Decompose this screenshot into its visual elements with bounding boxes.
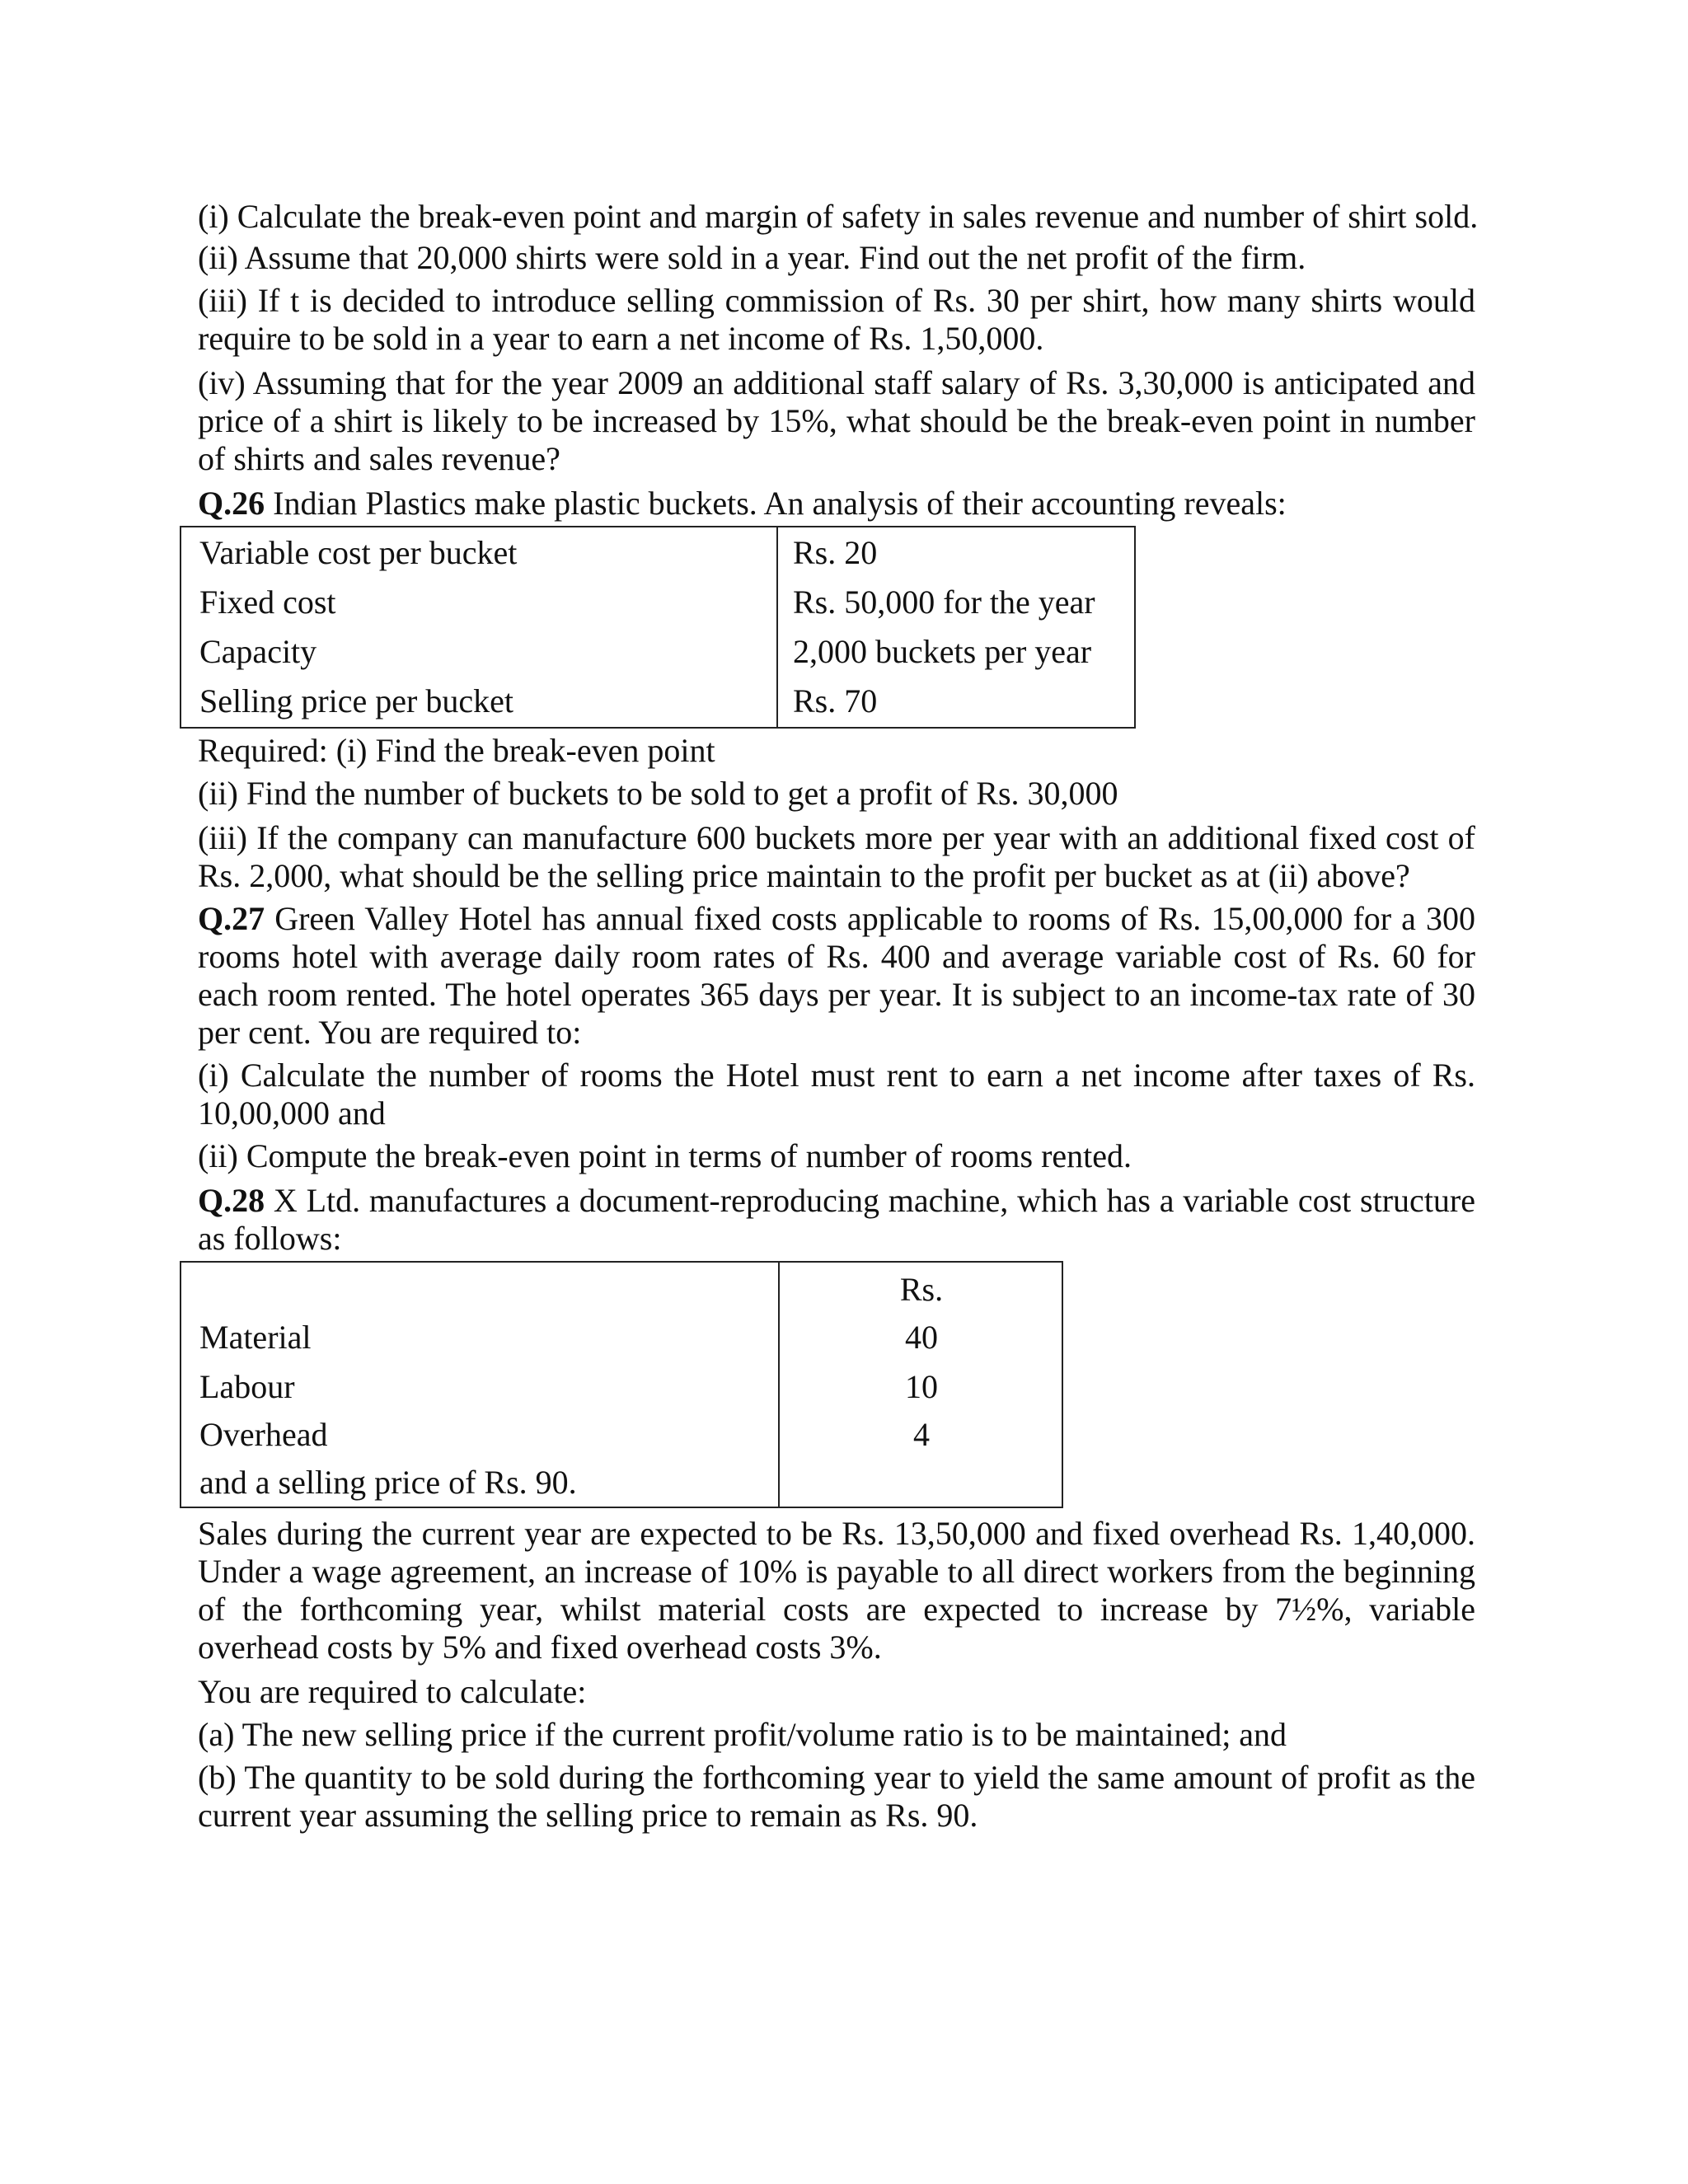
intro-item-1: (i) Calculate the break-even point and margin of safety in sales revenue and number of shirt sold. [198,198,1479,235]
q28-row-4-label: and a selling price of Rs. 90. [199,1464,577,1501]
q26-text: Indian Plastics make plastic buckets. An analysis of their accounting reveals: [265,485,1287,522]
q26-row-4-label: Selling price per bucket [199,682,513,719]
q26-required-3: (iii) If the company can manufacture 600 buckets more per year with an additional fixed cost of Rs. 2,000, what should be the selling price maintain to the profit per bucket as at (ii) above? [198,819,1475,894]
q28-row-2-value: 10 [905,1368,938,1405]
q26-heading [198,485,1475,523]
q28-row-3-value: 4 [913,1416,930,1453]
q28-header-value: Rs. [899,1271,944,1308]
q26-row-3-value: 2,000 buckets per year [793,633,1092,670]
q26-required-1: Required: (i) Find the break-even point [198,732,715,769]
q26-row-1-value: Rs. 20 [793,534,878,571]
q26-row-2-value: Rs. 50,000 for the year [793,583,1095,621]
q28-paragraph [198,1182,1475,1258]
q28-required-intro: You are required to calculate: [198,1673,587,1710]
q27-text: Green Valley Hotel has annual fixed costs applicable to rooms of Rs. 15,00,000 for a 300 rooms hotel with average daily room rates of Rs. 400 and average variable cost of Rs. 60 for each room rented. The hotel operates 365 days per year. It is subject to an income-tax rate of 30 per cent. You are required to: [198,900,1475,1051]
q27-item-1: (i) Calculate the number of rooms the Hotel must rent to earn a net income after taxes of Rs. 10,00,000 and [198,1057,1475,1132]
q28-row-1-label: Material [199,1319,312,1356]
intro-item-2: (ii) Assume that 20,000 shirts were sold in a year. Find out the net profit of the firm. [198,239,1306,276]
intro-item-3: (iii) If t is decided to introduce selling commission of Rs. 30 per shirt, how many shirts would require to be sold in a year to earn a net income of Rs. 1,50,000. [198,282,1475,357]
q26-row-3-label: Capacity [199,633,317,670]
q28-row-3-label: Overhead [199,1416,328,1453]
q28-row-2-label: Labour [199,1368,295,1405]
q27-item-2: (ii) Compute the break-even point in terms of number of rooms rented. [198,1137,1132,1174]
q27-paragraph [198,900,1475,1052]
q26-number: Q.26 [198,485,265,522]
q28-row-1-value: 40 [905,1319,938,1356]
q26-row-1-label: Variable cost per bucket [199,534,518,571]
q26-required-2: (ii) Find the number of buckets to be sold to get a profit of Rs. 30,000 [198,775,1118,812]
q26-row-2-label: Fixed cost [199,583,336,621]
q27-number: Q.27 [198,900,265,937]
intro-item-4: (iv) Assuming that for the year 2009 an additional staff salary of Rs. 3,30,000 is anticipated and price of a shirt is likely to be increased by 15%, what should be the break-even point in number of shirts and sales revenue? [198,364,1475,477]
q26-row-4-value: Rs. 70 [793,682,878,719]
q28-item-a: (a) The new selling price if the current profit/volume ratio is to be maintained; and [198,1716,1287,1753]
q26-table-divider [776,527,778,727]
q28-table [180,1261,1063,1508]
q28-text: X Ltd. manufactures a document-reproducing machine, which has a variable cost structure as follows: [198,1182,1475,1257]
q28-number: Q.28 [198,1182,265,1219]
q26-table [180,526,1136,729]
q28-paragraph-2: Sales during the current year are expected to be Rs. 13,50,000 and fixed overhead Rs. 1,40,000. Under a wage agreement, an increase of 10% is payable to all direct workers from the beginning of the forthcoming year, whilst material costs are expected to increase by 7½%, variable overhead costs by 5% and fixed overhead costs 3%. [198,1515,1475,1666]
q28-item-b: (b) The quantity to be sold during the forthcoming year to yield the same amount of profit as the current year assuming the selling price to remain as Rs. 90. [198,1759,1475,1834]
